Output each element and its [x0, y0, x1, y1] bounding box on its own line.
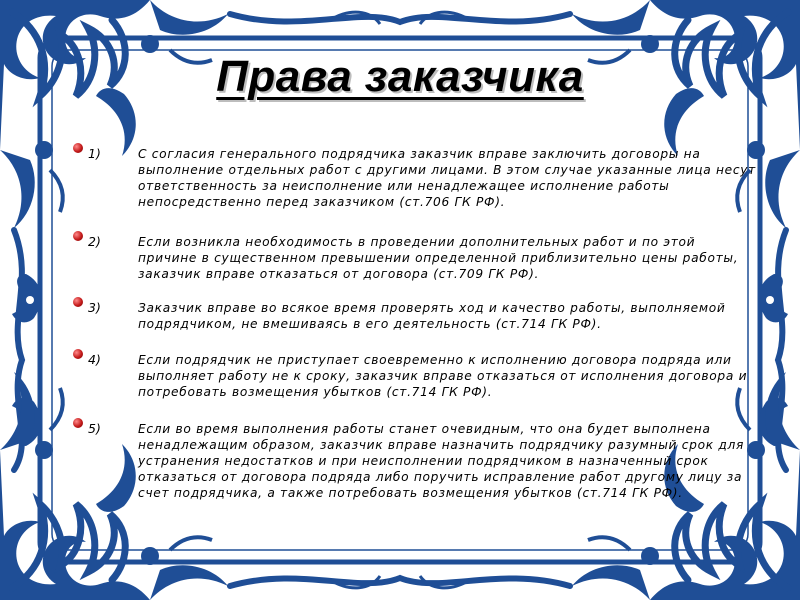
item-number: 5) — [88, 421, 101, 436]
item-text: Если подрядчик не приступает своевременно к исполнению договора подряда или выполняет работу не к сроку, заказчик вправе отказаться от исполнения договора и потребовать возмещения убытков (ст.714 ГК РФ). — [138, 353, 748, 399]
item-text: С согласия генерального подрядчика заказчик вправе заключить договоры на выполнение отдельных работ с другими лицами. В этом случае указанные лица несут ответственность за неисполнение или ненадлежащее исполнение работы непосредственно перед заказчиком (ст.706 ГК РФ). — [138, 147, 756, 209]
bullet-icon — [73, 143, 83, 153]
item-text: Если возникла необходимость в проведении дополнительных работ и по этой причине в существенном превышении определенной приблизительно цены работы, заказчик вправе отказаться от договора (ст.709 ГК РФ). — [138, 235, 739, 281]
bullet-icon — [73, 231, 83, 241]
item-text: Заказчик вправе во всякое время проверять ход и качество работы, выполняемой подрядчиком, не вмешиваясь в его деятельность (ст.714 ГК РФ). — [138, 301, 726, 331]
item-number: 3) — [88, 300, 101, 315]
bullet-icon — [73, 349, 83, 359]
item-number: 1) — [88, 146, 101, 161]
item-number: 2) — [88, 234, 101, 249]
slide-title: Права заказчика — [216, 52, 584, 101]
bullet-icon — [73, 418, 83, 428]
item-text: Если во время выполнения работы станет очевидным, что она будет выполнена ненадлежащим образом, заказчик вправе назначить подрядчику разумный срок для устранения недостатков и при неисполнении подрядчиком в назначенный срок отказаться от договора подряда либо поручить исправление работ другому лицу за счет подрядчика, а также потребовать возмещения убытков (ст.714 ГК РФ). — [138, 422, 745, 500]
bullet-icon — [73, 297, 83, 307]
item-number: 4) — [88, 352, 101, 367]
